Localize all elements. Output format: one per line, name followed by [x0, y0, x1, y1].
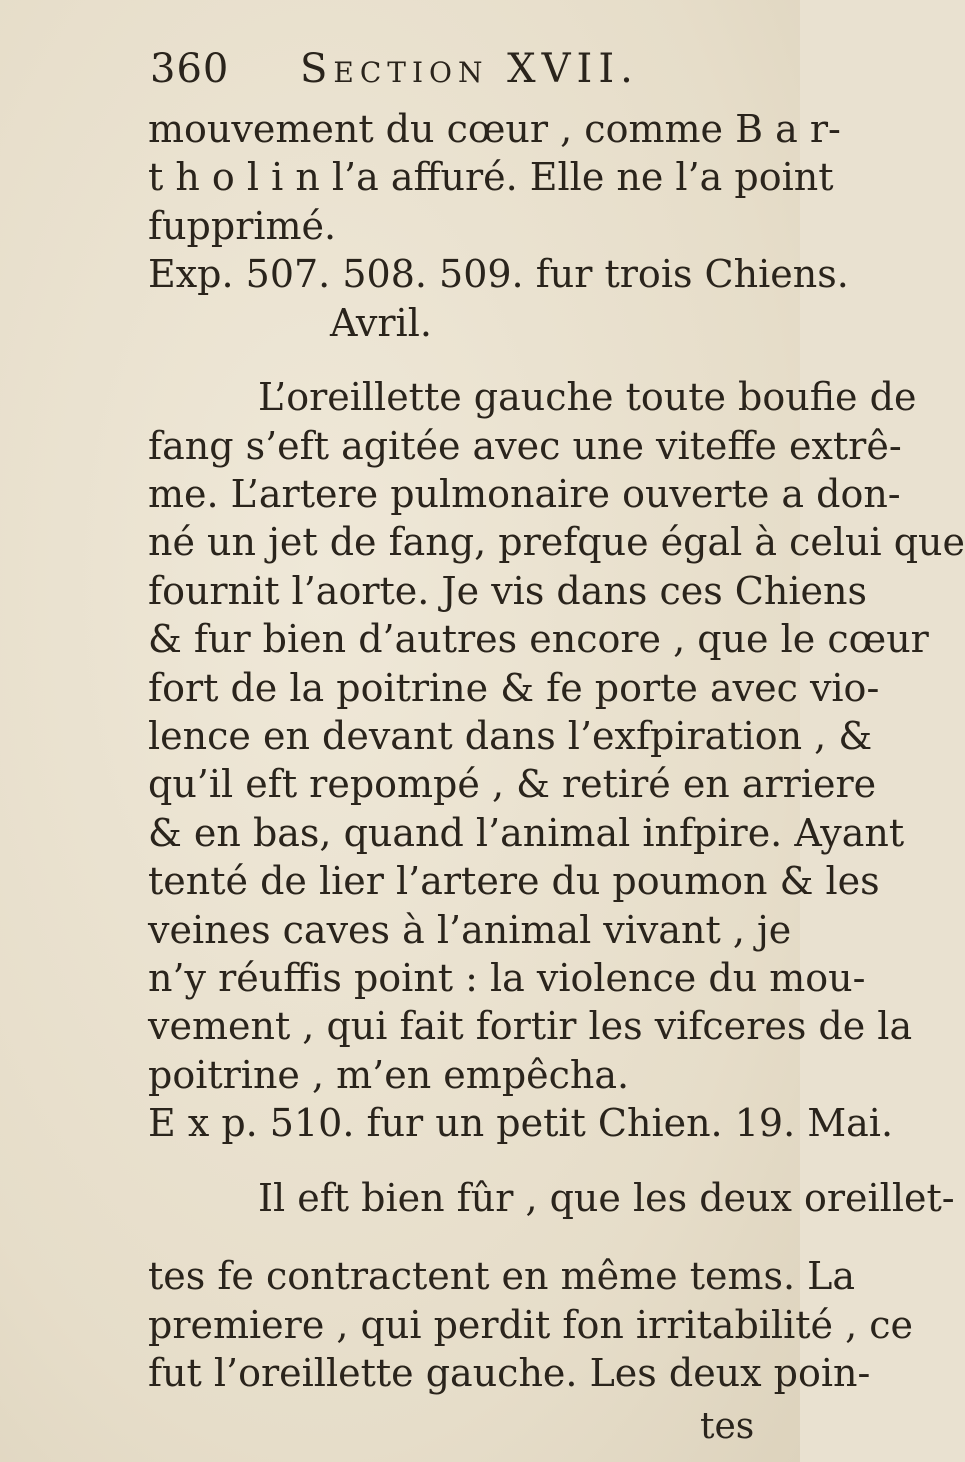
text-line: fort de la poitrine & fe porte avec vio- — [148, 666, 880, 710]
text-line: me. L’artere pulmonaire ouverte a don- — [148, 472, 901, 516]
running-title: Section XVII. — [300, 46, 639, 92]
page-header — [150, 46, 760, 96]
catchword: tes — [700, 1406, 755, 1447]
text-line: tenté de lier l’artere du poumon & les — [148, 859, 880, 903]
text-line: mouvement du cœur , comme B a r- — [148, 107, 841, 151]
experiment-heading: Exp. 507. 508. 509. fur trois Chiens. — [148, 252, 849, 296]
text-line: veines caves à l’animal vivant , je — [148, 908, 792, 952]
text-line: & en bas, quand l’animal infpire. Ayant — [148, 811, 905, 855]
text-line: tes fe contractent en même tems. La — [148, 1254, 856, 1298]
experiment-heading: E x p. 510. fur un petit Chien. 19. Mai. — [148, 1101, 894, 1145]
text-line: n’y réuffis point : la violence du mou- — [148, 956, 866, 1000]
text-line: Il eft bien fûr , que les deux oreillet- — [258, 1176, 955, 1220]
text-line: L’oreillette gauche toute boufie de — [258, 375, 917, 419]
text-line: premiere , qui perdit fon irritabilité , ce — [148, 1303, 913, 1347]
text-line: t h o l i n l’a affuré. Elle ne l’a point — [148, 155, 834, 199]
text-line: fang s’eft agitée avec une viteffe extrê- — [148, 424, 902, 468]
text-line: & fur bien d’autres encore , que le cœur — [148, 617, 929, 661]
experiment-date: Avril. — [330, 301, 432, 345]
text-line: fupprimé. — [148, 204, 337, 248]
text-line: né un jet de fang, prefque égal à celui que — [148, 520, 965, 564]
text-line: lence en devant dans l’exfpiration , & — [148, 714, 873, 758]
text-line: poitrine , m’en empêcha. — [148, 1053, 630, 1097]
text-line: vement , qui fait fortir les vifceres de la — [148, 1004, 913, 1048]
page-number: 360 — [150, 46, 230, 92]
text-line: fut l’oreillette gauche. Les deux poin- — [148, 1351, 871, 1395]
text-line: fournit l’aorte. Je vis dans ces Chiens — [148, 569, 867, 613]
text-line: qu’il eft repompé , & retiré en arriere — [148, 762, 877, 806]
